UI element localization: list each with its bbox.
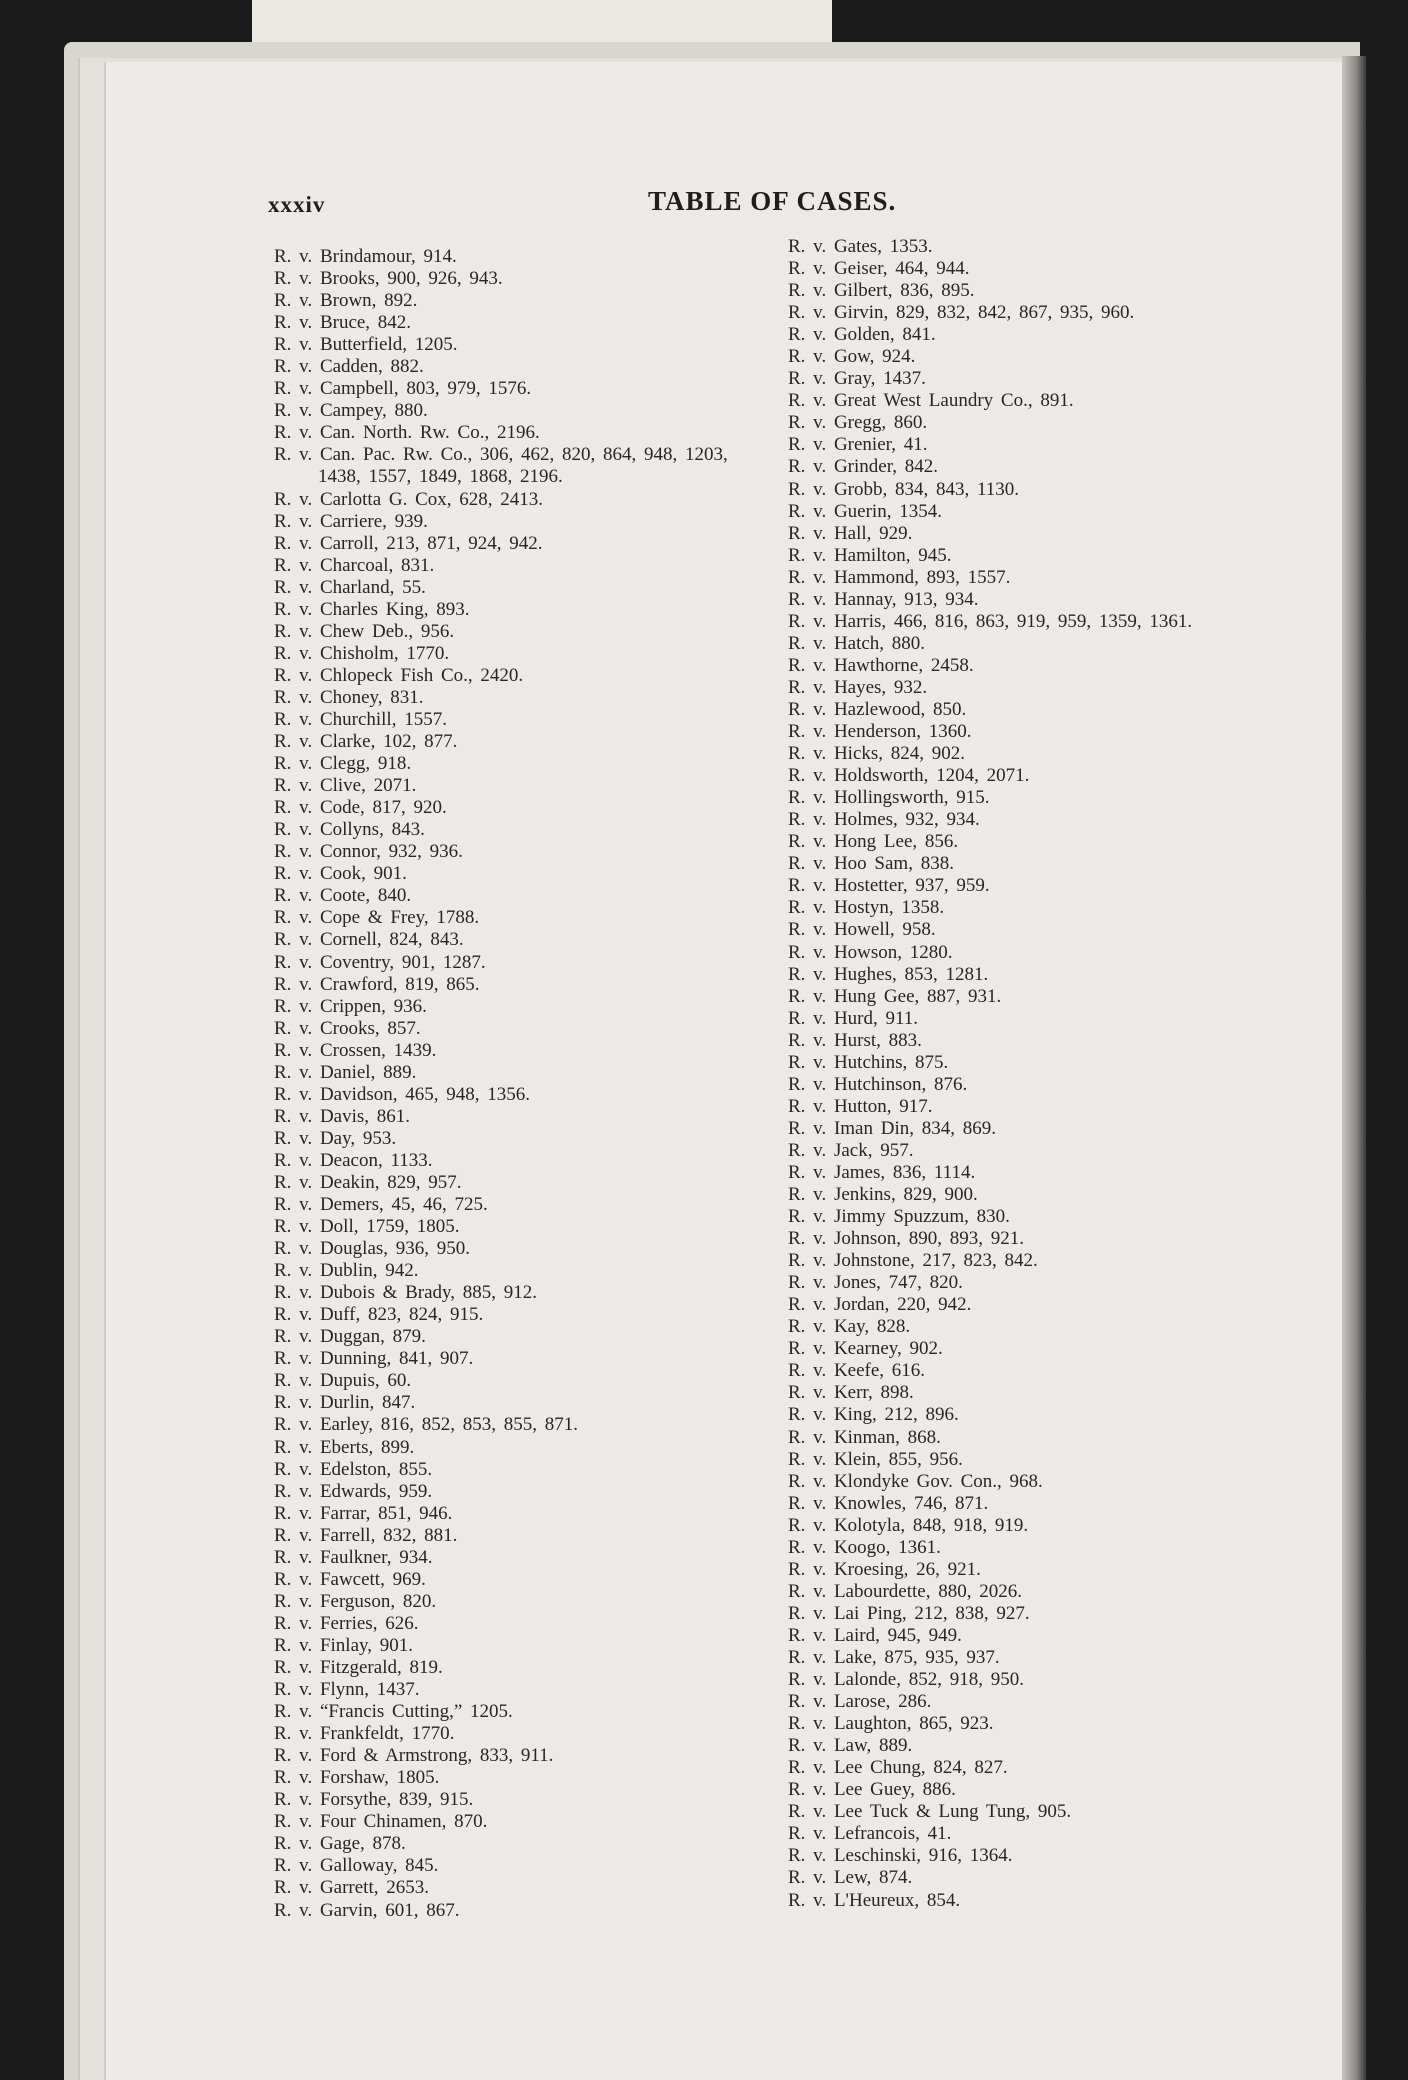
- case-entry: R. v. L'Heureux, 854.: [788, 1889, 961, 1911]
- case-entry: R. v. Hall, 929.: [788, 522, 913, 544]
- case-entry: R. v. Edwards, 959.: [274, 1480, 433, 1502]
- case-entry: R. v. Hughes, 853, 1281.: [788, 963, 989, 985]
- case-entry: R. v. Holmes, 932, 934.: [788, 809, 980, 831]
- case-entry: R. v. Hung Gee, 887, 931.: [788, 985, 1002, 1007]
- case-entry: R. v. Girvin, 829, 832, 842, 867, 935, 960.: [788, 302, 1135, 324]
- case-entry: R. v. Four Chinamen, 870.: [274, 1811, 488, 1833]
- case-entry: R. v. Crawford, 819, 865.: [274, 973, 480, 995]
- case-entry: R. v. Lew, 874.: [788, 1867, 913, 1889]
- case-entry: R. v. Chlopeck Fish Co., 2420.: [274, 664, 524, 686]
- case-entry: R. v. Duggan, 879.: [274, 1326, 426, 1348]
- case-entry: R. v. Code, 817, 920.: [274, 797, 447, 819]
- case-entry: R. v. Gray, 1437.: [788, 368, 926, 390]
- case-entry: R. v. Johnson, 890, 893, 921.: [788, 1228, 1024, 1250]
- case-entry: R. v. Lee Chung, 824, 827.: [788, 1757, 1008, 1779]
- case-entry: R. v. Charland, 55.: [274, 576, 426, 598]
- case-entry: R. v. Hutton, 917.: [788, 1095, 933, 1117]
- case-entry: R. v. Day, 953.: [274, 1127, 397, 1149]
- case-entry: R. v. Jordan, 220, 942.: [788, 1294, 972, 1316]
- case-entry: R. v. Cadden, 882.: [274, 356, 424, 378]
- case-entry: R. v. Kerr, 898.: [788, 1382, 914, 1404]
- case-entry: R. v. Lai Ping, 212, 838, 927.: [788, 1602, 1030, 1624]
- case-entry: R. v. Chew Deb., 956.: [274, 620, 455, 642]
- case-entry: R. v. Harris, 466, 816, 863, 919, 959, 1359, 1361.: [788, 610, 1193, 632]
- case-entry: R. v. Jones, 747, 820.: [788, 1272, 963, 1294]
- case-entry: R. v. Lefrancois, 41.: [788, 1823, 952, 1845]
- case-entry: R. v. Frankfeldt, 1770.: [274, 1723, 455, 1745]
- case-entry: R. v. Campbell, 803, 979, 1576.: [274, 378, 532, 400]
- case-entry: R. v. Grinder, 842.: [788, 456, 939, 478]
- case-entry: R. v. Collyns, 843.: [274, 819, 425, 841]
- case-entry: R. v. Daniel, 889.: [274, 1061, 417, 1083]
- case-entry: R. v. Forshaw, 1805.: [274, 1767, 440, 1789]
- case-entry: R. v. Lee Guey, 886.: [788, 1779, 956, 1801]
- book-gutter-shadow: [1342, 56, 1366, 2080]
- case-entry: R. v. Hostetter, 937, 959.: [788, 875, 990, 897]
- case-entry: R. v. Coote, 840.: [274, 885, 412, 907]
- case-entry: R. v. Guerin, 1354.: [788, 500, 942, 522]
- case-entry: R. v. Clarke, 102, 877.: [274, 731, 458, 753]
- case-entry: R. v. Hannay, 913, 934.: [788, 588, 979, 610]
- case-entry: R. v. Great West Laundry Co., 891.: [788, 390, 1074, 412]
- case-entry: R. v. Klein, 855, 956.: [788, 1448, 963, 1470]
- case-entry: R. v. Koogo, 1361.: [788, 1536, 941, 1558]
- case-list-left-column: [274, 246, 766, 1922]
- case-entry: R. v. Carriere, 939.: [274, 510, 428, 532]
- case-entry: R. v. Iman Din, 834, 869.: [788, 1117, 996, 1139]
- case-entry: R. v. Flynn, 1437.: [274, 1679, 420, 1701]
- case-entry: R. v. Dublin, 942.: [274, 1260, 419, 1282]
- case-entry: R. v. Gage, 878.: [274, 1833, 406, 1855]
- case-entry: R. v. Fawcett, 969.: [274, 1568, 426, 1590]
- case-entry: R. v. Labourdette, 880, 2026.: [788, 1580, 1022, 1602]
- case-entry: R. v. Kearney, 902.: [788, 1338, 943, 1360]
- case-entry: R. v. Forsythe, 839, 915.: [274, 1789, 474, 1811]
- case-entry: R. v. Howell, 958.: [788, 919, 936, 941]
- case-entry: R. v. Ferries, 626.: [274, 1612, 419, 1634]
- case-entry: R. v. Grenier, 41.: [788, 434, 928, 456]
- case-entry: R. v. Durlin, 847.: [274, 1392, 416, 1414]
- case-entry: R. v. Finlay, 901.: [274, 1634, 414, 1656]
- case-entry: R. v. Hamilton, 945.: [788, 544, 952, 566]
- case-entry: R. v. Grobb, 834, 843, 1130.: [788, 478, 1020, 500]
- case-entry: R. v. Brown, 892.: [274, 290, 418, 312]
- case-entry: R. v. Hurd, 911.: [788, 1007, 919, 1029]
- case-entry: R. v. Lalonde, 852, 918, 950.: [788, 1669, 1024, 1691]
- case-entry: R. v. Garrett, 2653.: [274, 1877, 429, 1899]
- case-entry: R. v. Deakin, 829, 957.: [274, 1171, 462, 1193]
- case-entry: R. v. Connor, 932, 936.: [274, 841, 463, 863]
- case-entry: R. v. Knowles, 746, 871.: [788, 1492, 989, 1514]
- case-entry: R. v. Charles King, 893.: [274, 598, 470, 620]
- page-tab-top: [252, 0, 832, 44]
- case-entry: R. v. Lee Tuck & Lung Tung, 905.: [788, 1801, 1072, 1823]
- case-entry: R. v. “Francis Cutting,” 1205.: [274, 1701, 513, 1723]
- case-entry: R. v. Duff, 823, 824, 915.: [274, 1304, 484, 1326]
- case-entry: R. v. Howson, 1280.: [788, 941, 953, 963]
- case-entry: R. v. Hollingsworth, 915.: [788, 787, 990, 809]
- case-entry: R. v. Crippen, 936.: [274, 995, 427, 1017]
- case-entry: R. v. Henderson, 1360.: [788, 721, 972, 743]
- case-entry: R. v. Gregg, 860.: [788, 412, 928, 434]
- case-entry: R. v. Gilbert, 836, 895.: [788, 280, 975, 302]
- case-entry: R. v. Bruce, 842.: [274, 312, 412, 334]
- case-entry: R. v. Davis, 861.: [274, 1105, 411, 1127]
- case-entry: R. v. Carroll, 213, 871, 924, 942.: [274, 532, 543, 554]
- case-entry: R. v. Johnstone, 217, 823, 842.: [788, 1250, 1038, 1272]
- case-entry: R. v. Hoo Sam, 838.: [788, 853, 954, 875]
- case-list-right-column: [788, 236, 1286, 1912]
- case-entry: R. v. Eberts, 899.: [274, 1436, 415, 1458]
- case-entry: R. v. Gow, 924.: [788, 346, 916, 368]
- case-entry: R. v. Brooks, 900, 926, 943.: [274, 268, 503, 290]
- case-entry: R. v. Chisholm, 1770.: [274, 642, 450, 664]
- running-head: [268, 186, 1278, 222]
- case-entry: R. v. Doll, 1759, 1805.: [274, 1216, 460, 1238]
- page-folio: xxxiv: [268, 192, 326, 217]
- case-entry: R. v. Davidson, 465, 948, 1356.: [274, 1083, 531, 1105]
- case-entry: R. v. Hutchinson, 876.: [788, 1073, 968, 1095]
- case-entry: R. v. Farrar, 851, 946.: [274, 1502, 453, 1524]
- case-entry: R. v. Edelston, 855.: [274, 1458, 433, 1480]
- case-entry: R. v. Hurst, 883.: [788, 1029, 922, 1051]
- case-entry: R. v. Holdsworth, 1204, 2071.: [788, 765, 1030, 787]
- case-entry: R. v. Deacon, 1133.: [274, 1149, 433, 1171]
- case-entry: R. v. Dunning, 841, 907.: [274, 1348, 474, 1370]
- case-entry: R. v. Can. North. Rw. Co., 2196.: [274, 422, 540, 444]
- case-entry: R. v. Lake, 875, 935, 937.: [788, 1647, 1000, 1668]
- case-entry: R. v. Ferguson, 820.: [274, 1590, 437, 1612]
- case-entry: R. v. Fitzgerald, 819.: [274, 1657, 443, 1678]
- case-entry: R. v. Hostyn, 1358.: [788, 897, 945, 919]
- case-entry: R. v. Hammond, 893, 1557.: [788, 566, 1011, 588]
- case-entry: R. v. Charcoal, 831.: [274, 554, 435, 576]
- case-entry: R. v. Hutchins, 875.: [788, 1051, 949, 1073]
- case-entry: R. v. King, 212, 896.: [788, 1404, 959, 1426]
- case-entry: R. v. Dupuis, 60.: [274, 1370, 412, 1392]
- case-entry: R. v. Kinman, 868.: [788, 1426, 941, 1448]
- case-entry: R. v. Crossen, 1439.: [274, 1039, 437, 1061]
- case-entry: R. v. Ford & Armstrong, 833, 911.: [274, 1745, 554, 1767]
- case-entry: R. v. Jimmy Spuzzum, 830.: [788, 1206, 1010, 1228]
- case-entry: R. v. Laughton, 865, 923.: [788, 1713, 994, 1735]
- case-entry: R. v. Hawthorne, 2458.: [788, 654, 974, 676]
- case-entry: R. v. Clegg, 918.: [274, 753, 412, 775]
- case-entry: R. v. Campey, 880.: [274, 400, 428, 422]
- case-entry: R. v. Cook, 901.: [274, 863, 407, 885]
- case-entry: R. v. Choney, 831.: [274, 686, 424, 708]
- case-entry: R. v. Jenkins, 829, 900.: [788, 1184, 978, 1206]
- case-entry: R. v. Law, 889.: [788, 1735, 913, 1757]
- case-entry: R. v. Churchill, 1557.: [274, 708, 447, 730]
- case-entry: R. v. Laird, 945, 949.: [788, 1624, 962, 1646]
- case-entry: R. v. Geiser, 464, 944.: [788, 258, 970, 280]
- case-entry: R. v. Brindamour, 914.: [274, 246, 457, 267]
- case-entry: R. v. Hicks, 824, 902.: [788, 743, 966, 765]
- case-entry: R. v. Kay, 828.: [788, 1316, 911, 1338]
- case-entry: R. v. Cornell, 824, 843.: [274, 929, 464, 951]
- case-entry: R. v. Hayes, 932.: [788, 676, 928, 698]
- case-entry: R. v. Carlotta G. Cox, 628, 2413.: [274, 488, 544, 510]
- case-entry: R. v. Douglas, 936, 950.: [274, 1238, 471, 1260]
- case-entry: R. v. James, 836, 1114.: [788, 1161, 976, 1183]
- case-entry: R. v. Crooks, 857.: [274, 1017, 421, 1039]
- case-entry: R. v. Golden, 841.: [788, 324, 936, 346]
- case-entry: R. v. Clive, 2071.: [274, 775, 417, 797]
- case-entry: R. v. Demers, 45, 46, 725.: [274, 1194, 488, 1216]
- case-entry: R. v. Hong Lee, 856.: [788, 831, 959, 853]
- case-entry: R. v. Dubois & Brady, 885, 912.: [274, 1282, 538, 1304]
- case-entry: R. v. Kroesing, 26, 921.: [788, 1558, 981, 1580]
- case-entry: R. v. Hazlewood, 850.: [788, 698, 967, 720]
- case-entry: R. v. Faulkner, 934.: [274, 1546, 433, 1568]
- case-entry: R. v. Coventry, 901, 1287.: [274, 951, 486, 973]
- case-entry: R. v. Galloway, 845.: [274, 1855, 439, 1877]
- case-entry: R. v. Butterfield, 1205.: [274, 334, 458, 356]
- case-entry: R. v. Kolotyla, 848, 918, 919.: [788, 1514, 1029, 1536]
- case-entry: R. v. Keefe, 616.: [788, 1360, 926, 1382]
- case-entry: R. v. Jack, 957.: [788, 1139, 914, 1161]
- case-entry: R. v. Leschinski, 916, 1364.: [788, 1845, 1013, 1867]
- case-entry: R. v. Larose, 286.: [788, 1691, 932, 1713]
- page-title: TABLE OF CASES.: [648, 186, 897, 216]
- case-entry: R. v. Cope & Frey, 1788.: [274, 907, 480, 929]
- case-entry: R. v. Earley, 816, 852, 853, 855, 871.: [274, 1414, 579, 1436]
- case-entry: R. v. Farrell, 832, 881.: [274, 1524, 458, 1546]
- case-entry: R. v. Can. Pac. Rw. Co., 306, 462, 820, 864, 948, 1203, 1438, 1557, 1849, 1868, 2196.: [274, 444, 728, 488]
- case-entry: R. v. Klondyke Gov. Con., 968.: [788, 1470, 1043, 1492]
- case-entry: R. v. Gates, 1353.: [788, 236, 933, 257]
- case-entry: R. v. Garvin, 601, 867.: [274, 1899, 460, 1921]
- case-entry: R. v. Hatch, 880.: [788, 632, 926, 654]
